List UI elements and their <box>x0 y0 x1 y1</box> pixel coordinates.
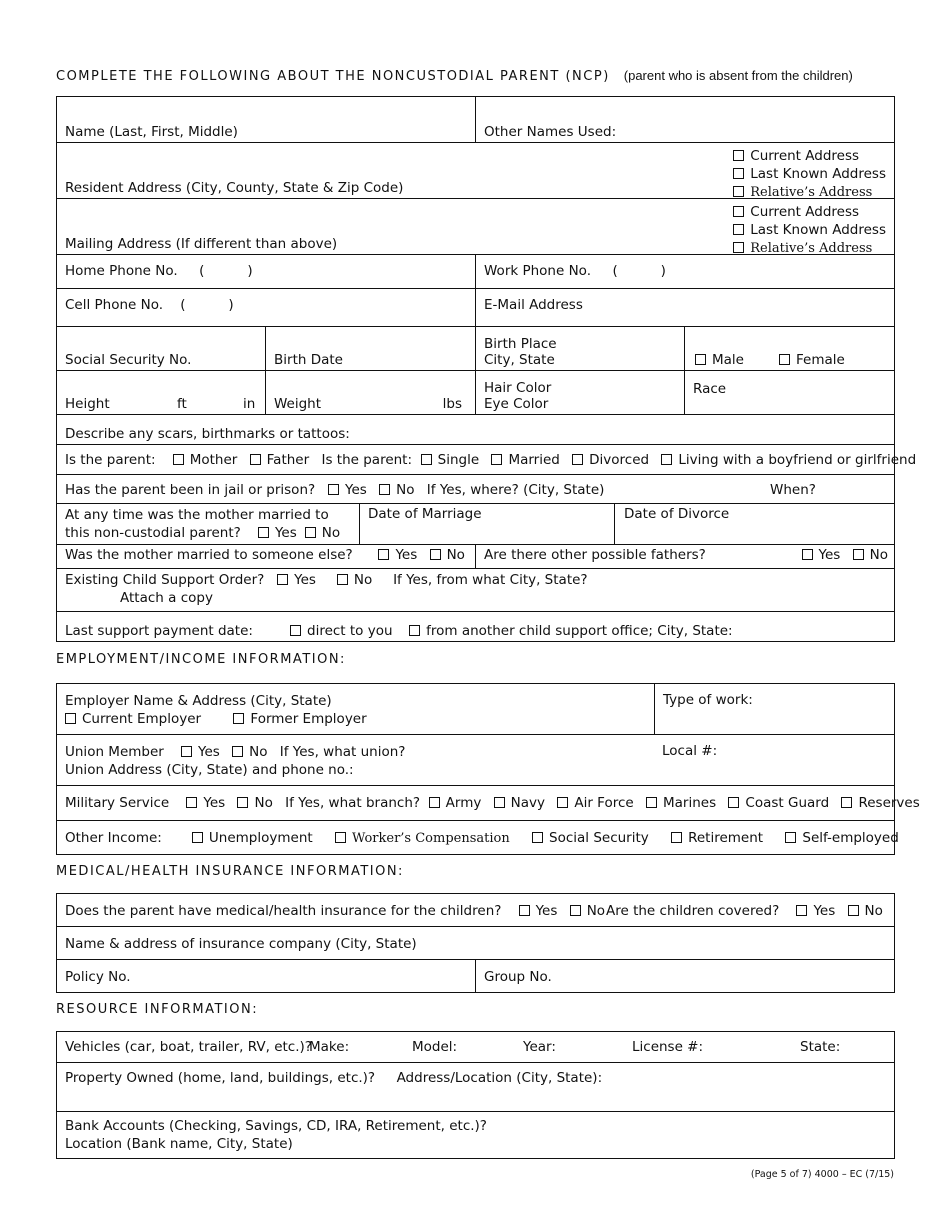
branch-air-force-option[interactable] <box>557 795 633 811</box>
resource-table <box>56 1031 895 1159</box>
option-current-address[interactable] <box>733 203 886 221</box>
checkbox[interactable] <box>557 797 568 808</box>
is-parent-label: Is the parent: <box>65 452 156 468</box>
height-weight-row <box>57 370 894 414</box>
property-row[interactable] <box>57 1062 894 1111</box>
another-office-option[interactable] <box>409 623 732 639</box>
father-label: Father <box>266 452 310 468</box>
option-label: Last Known Address <box>750 166 886 182</box>
option-last-known-address[interactable] <box>733 165 886 183</box>
home-phone-label: Home Phone No. <box>65 263 178 279</box>
bank-row[interactable] <box>57 1111 894 1158</box>
checkbox[interactable] <box>233 713 244 724</box>
covered-line <box>606 903 883 919</box>
date-divorce-cell[interactable] <box>614 504 894 544</box>
hair-color-label: Hair Color <box>484 380 552 396</box>
checkbox[interactable] <box>733 186 744 197</box>
policy-label: Policy No. <box>65 969 131 985</box>
other-names-label: Other Names Used: <box>484 124 617 140</box>
no-label: No <box>249 744 268 760</box>
ssn-label: Social Security No. <box>65 352 192 368</box>
name-label: Name (Last, First, Middle) <box>65 124 238 140</box>
branch-label: Marines <box>662 795 717 811</box>
employer-field[interactable] <box>65 692 375 728</box>
parent-status-line <box>65 452 916 468</box>
type-of-work-cell[interactable] <box>654 684 894 734</box>
covered-label: Are the children covered? <box>606 903 780 919</box>
income-self-employed-option[interactable] <box>785 830 898 846</box>
branch-army-option[interactable] <box>429 795 482 811</box>
branch-label: Navy <box>510 795 546 811</box>
living-with-option[interactable] <box>661 452 916 468</box>
income-social-security-option[interactable] <box>532 830 649 846</box>
checkbox[interactable] <box>661 454 672 465</box>
birth-date-cell[interactable] <box>265 327 476 370</box>
single-label: Single <box>437 452 480 468</box>
insurance-no-option[interactable] <box>570 903 605 919</box>
branch-label: Coast Guard <box>745 795 830 811</box>
checkbox[interactable] <box>532 832 543 843</box>
birth-place-cell[interactable] <box>475 327 685 370</box>
checkbox[interactable] <box>570 905 581 916</box>
covered-no-option[interactable] <box>848 903 883 919</box>
checkbox[interactable] <box>695 354 706 365</box>
yes-label: Yes <box>818 547 841 563</box>
checkbox[interactable] <box>733 224 744 235</box>
insurance-row <box>57 894 894 926</box>
medical-table <box>56 893 895 993</box>
branch-navy-option[interactable] <box>494 795 545 811</box>
branch-reserves-option[interactable] <box>841 795 919 811</box>
checkbox[interactable] <box>232 746 243 757</box>
state-label: State: <box>800 1039 841 1055</box>
date-marriage-label: Date of Marriage <box>368 506 482 522</box>
female-option[interactable] <box>779 352 845 368</box>
direct-label: direct to you <box>307 623 393 639</box>
covered-yes-option[interactable] <box>796 903 835 919</box>
other-fathers-options <box>802 547 888 563</box>
property-line <box>65 1070 602 1086</box>
vehicles-row[interactable] <box>57 1032 894 1062</box>
checkbox[interactable] <box>305 527 316 538</box>
policy-group-row <box>57 959 894 992</box>
jail-line <box>65 482 604 498</box>
date-marriage-cell[interactable] <box>359 504 615 544</box>
checkbox[interactable] <box>646 797 657 808</box>
name-row <box>57 97 894 142</box>
local-label: Local #: <box>662 743 718 759</box>
checkbox[interactable] <box>779 354 790 365</box>
other-income-label: Other Income: <box>65 830 162 846</box>
checkbox[interactable] <box>733 242 744 253</box>
option-last-known-address[interactable] <box>733 221 886 239</box>
mother-married-else-line <box>65 547 473 563</box>
page-footer: (Page 5 of 7) 4000 – EC (7/15) <box>750 1169 894 1180</box>
other-fathers-no-option[interactable] <box>853 547 888 563</box>
option-label: Relative’s Address <box>750 241 873 256</box>
license-label: License #: <box>632 1039 704 1055</box>
checkbox[interactable] <box>337 574 348 585</box>
option-label: Current Address <box>750 148 860 164</box>
scars-row[interactable] <box>57 414 894 444</box>
hair-eye-label <box>484 380 551 412</box>
model-label: Model: <box>412 1039 458 1055</box>
phone-row <box>57 254 894 288</box>
yes-label: Yes <box>395 547 418 563</box>
checkbox[interactable] <box>409 625 420 636</box>
yes-label: Yes <box>274 525 297 541</box>
mother-married-row <box>57 503 894 544</box>
current-employer-label: Current Employer <box>82 711 202 727</box>
yes-label: Yes <box>345 482 367 498</box>
resource-section-title: RESOURCE INFORMATION: <box>56 1002 259 1017</box>
checkbox[interactable] <box>379 484 390 495</box>
union-which-label: If Yes, what union? <box>279 744 406 760</box>
is-parent-label-2: Is the parent: <box>321 452 413 468</box>
no-label: No <box>353 572 373 588</box>
phone-parens: ( ) <box>180 297 234 313</box>
current-employer-option[interactable] <box>65 711 201 727</box>
checkbox[interactable] <box>733 168 744 179</box>
resident-address-label: Resident Address (City, County, State & Zip Code) <box>65 180 404 196</box>
jail-label: Has the parent been in jail or prison? <box>65 482 316 498</box>
other-fathers-cell <box>475 545 894 568</box>
make-label: Make: <box>309 1039 350 1055</box>
other-fathers-yes-option[interactable] <box>802 547 841 563</box>
checkbox[interactable] <box>186 797 197 808</box>
jail-yes-option[interactable] <box>328 482 367 498</box>
no-label: No <box>869 547 888 563</box>
checkbox[interactable] <box>237 797 248 808</box>
property-location-label: Address/Location (City, State): <box>396 1070 603 1086</box>
employer-label: Employer Name & Address (City, State) <box>65 693 332 709</box>
income-label: Retirement <box>688 830 764 846</box>
yes-label: Yes <box>535 903 558 919</box>
support-no-option[interactable] <box>337 572 372 588</box>
checkbox[interactable] <box>258 527 269 538</box>
male-option[interactable] <box>695 352 744 368</box>
living-label: Living with a boyfriend or girlfriend <box>678 452 917 468</box>
lbs-label: lbs <box>442 396 462 412</box>
income-retirement-option[interactable] <box>671 830 763 846</box>
last-payment-options <box>290 623 741 639</box>
military-yes-option[interactable] <box>186 795 225 811</box>
checkbox[interactable] <box>491 454 502 465</box>
insurance-yes-option[interactable] <box>519 903 558 919</box>
birth-place-line1: Birth Place <box>484 336 557 352</box>
birth-date-label: Birth Date <box>274 352 343 368</box>
mother-married-else-label: Was the mother married to someone else? <box>65 547 353 563</box>
no-label: No <box>321 525 341 541</box>
attach-copy-label: Attach a copy <box>120 590 213 606</box>
mother-option[interactable] <box>173 452 238 468</box>
mother-married-line2: this non-custodial parent? <box>65 525 241 541</box>
military-no-option[interactable] <box>237 795 272 811</box>
group-cell[interactable] <box>475 960 894 992</box>
divorced-option[interactable] <box>572 452 649 468</box>
mailing-address-options <box>733 203 886 258</box>
email-cell[interactable] <box>475 289 894 326</box>
union-row <box>57 734 894 785</box>
no-label: No <box>586 903 606 919</box>
other-fathers-label: Are there other possible fathers? <box>484 547 706 563</box>
checkbox[interactable] <box>290 625 301 636</box>
union-yes-option[interactable] <box>181 744 220 760</box>
male-label: Male <box>712 352 744 368</box>
branch-label: Reserves <box>858 795 920 811</box>
ncp-subtitle: (parent who is absent from the children) <box>623 68 853 83</box>
checkbox[interactable] <box>733 206 744 217</box>
checkbox[interactable] <box>853 549 864 560</box>
no-label: No <box>254 795 273 811</box>
married-label: Married <box>508 452 560 468</box>
checkbox[interactable] <box>421 454 432 465</box>
employment-table <box>56 683 920 855</box>
weight-label: Weight <box>274 396 322 412</box>
single-option[interactable] <box>421 452 480 468</box>
cell-phone-field[interactable] <box>65 297 234 313</box>
group-label: Group No. <box>484 969 552 985</box>
option-label: Current Address <box>750 204 860 220</box>
bank-field <box>65 1117 487 1153</box>
year-label: Year: <box>523 1039 556 1055</box>
ncp-title-text: COMPLETE THE FOLLOWING ABOUT THE NONCUSTODIAL PARENT (NCP) <box>56 69 610 84</box>
jail-where-label: If Yes, where? (City, State) <box>426 482 605 498</box>
married-else-no-option[interactable] <box>430 547 465 563</box>
checkbox[interactable] <box>671 832 682 843</box>
sex-cell <box>684 327 894 370</box>
mother-label: Mother <box>189 452 238 468</box>
in-label: in <box>243 396 256 412</box>
resident-address-options <box>733 147 886 202</box>
birth-place-label <box>484 336 557 368</box>
checkbox[interactable] <box>328 484 339 495</box>
phone-parens: ( ) <box>199 263 253 279</box>
income-label: Worker’s Compensation <box>351 831 510 846</box>
married-else-yes-option[interactable] <box>378 547 417 563</box>
support-order-row <box>57 568 894 611</box>
other-names-cell[interactable] <box>475 97 894 142</box>
insurance-label: Does the parent have medical/health insurance for the children? <box>65 903 502 919</box>
income-workers-comp-option[interactable] <box>335 830 510 846</box>
checkbox[interactable] <box>378 549 389 560</box>
married-option[interactable] <box>491 452 559 468</box>
no-label: No <box>446 547 465 563</box>
no-label: No <box>396 482 415 498</box>
income-label: Self-employed <box>802 830 899 846</box>
insurance-company-label: Name & address of insurance company (City, State) <box>65 936 417 952</box>
employment-section-title: EMPLOYMENT/INCOME INFORMATION: <box>56 652 346 667</box>
branch-label: Army <box>445 795 482 811</box>
checkbox[interactable] <box>173 454 184 465</box>
birth-place-line2: City, State <box>484 352 555 368</box>
weight-cell[interactable] <box>265 371 476 414</box>
union-address-label: Union Address (City, State) and phone no.: <box>65 762 354 778</box>
checkbox[interactable] <box>848 905 859 916</box>
bank-label: Bank Accounts (Checking, Savings, CD, IRA, Retirement, etc.)? <box>65 1118 487 1134</box>
female-label: Female <box>796 352 845 368</box>
parent-status-row <box>57 444 917 474</box>
date-divorce-label: Date of Divorce <box>624 506 730 522</box>
cell-phone-label: Cell Phone No. <box>65 297 164 313</box>
checkbox[interactable] <box>250 454 261 465</box>
property-label: Property Owned (home, land, buildings, etc.)? <box>65 1070 376 1086</box>
checkbox[interactable] <box>192 832 203 843</box>
mother-married-question <box>65 506 348 542</box>
mailing-address-label: Mailing Address (If different than above) <box>65 236 338 252</box>
income-unemployment-option[interactable] <box>192 830 313 846</box>
hair-eye-cell[interactable] <box>475 371 685 414</box>
ncp-table <box>56 96 917 642</box>
checkbox[interactable] <box>802 549 813 560</box>
ncp-section-title <box>56 68 853 84</box>
eye-color-label: Eye Color <box>484 396 549 412</box>
work-phone-label: Work Phone No. <box>484 263 591 279</box>
yes-label: Yes <box>813 903 836 919</box>
last-payment-label: Last support payment date: <box>65 623 253 639</box>
race-cell[interactable] <box>684 371 894 414</box>
income-label: Unemployment <box>208 830 313 846</box>
mother-married-yes-option[interactable] <box>258 525 297 541</box>
resident-address-row[interactable] <box>57 142 894 198</box>
medical-section-title: MEDICAL/HEALTH INSURANCE INFORMATION: <box>56 864 404 879</box>
checkbox[interactable] <box>430 549 441 560</box>
vehicles-label: Vehicles (car, boat, trailer, RV, etc.)? <box>65 1039 312 1055</box>
branch-label: Air Force <box>574 795 634 811</box>
jail-no-option[interactable] <box>379 482 414 498</box>
yes-label: Yes <box>203 795 226 811</box>
jail-row <box>57 474 894 503</box>
union-field <box>65 743 405 779</box>
email-label: E-Mail Address <box>484 297 583 313</box>
checkbox[interactable] <box>572 454 583 465</box>
father-option[interactable] <box>250 452 310 468</box>
mother-married-line1: At any time was the mother married to <box>65 507 329 523</box>
other-income-row <box>57 820 899 854</box>
another-office-label: from another child support office; City, State: <box>426 623 733 639</box>
checkbox[interactable] <box>65 713 76 724</box>
checkbox[interactable] <box>733 150 744 161</box>
former-employer-option[interactable] <box>233 711 366 727</box>
yes-label: Yes <box>294 572 316 588</box>
cell-email-row <box>57 288 894 326</box>
home-phone-field[interactable] <box>65 263 253 279</box>
yes-label: Yes <box>198 744 220 760</box>
union-no-option[interactable] <box>232 744 267 760</box>
option-label: Last Known Address <box>750 222 886 238</box>
checkbox[interactable] <box>796 905 807 916</box>
insurance-line <box>65 903 613 919</box>
height-label: Height <box>65 396 110 412</box>
branch-marines-option[interactable] <box>646 795 716 811</box>
union-member-label: Union Member <box>65 744 164 760</box>
military-line <box>65 795 920 811</box>
work-phone-cell[interactable] <box>475 255 894 288</box>
checkbox[interactable] <box>181 746 192 757</box>
checkbox[interactable] <box>519 905 530 916</box>
support-yes-option[interactable] <box>277 572 316 588</box>
last-payment-row <box>57 611 894 641</box>
support-order-label: Existing Child Support Order? <box>65 572 265 588</box>
income-label: Social Security <box>549 830 649 846</box>
mailing-address-row[interactable] <box>57 198 894 254</box>
support-where-label: If Yes, from what City, State? <box>393 572 588 588</box>
branch-label: If Yes, what branch? <box>285 795 421 811</box>
checkbox[interactable] <box>785 832 796 843</box>
when-label: When? <box>770 482 816 498</box>
divorced-label: Divorced <box>589 452 650 468</box>
ssn-birth-row <box>57 326 894 370</box>
checkbox[interactable] <box>277 574 288 585</box>
phone-parens: ( ) <box>612 263 666 279</box>
race-label: Race <box>693 381 727 397</box>
ft-label: ft <box>177 396 187 412</box>
military-row <box>57 785 920 820</box>
checkbox[interactable] <box>841 797 852 808</box>
option-label: Relative’s Address <box>750 185 873 200</box>
direct-option[interactable] <box>290 623 393 639</box>
former-employer-label: Former Employer <box>250 711 367 727</box>
checkbox[interactable] <box>494 797 505 808</box>
insurance-company-row[interactable] <box>57 926 894 959</box>
branch-coast-guard-option[interactable] <box>728 795 829 811</box>
mother-married-else-row <box>57 544 894 568</box>
checkbox[interactable] <box>728 797 739 808</box>
type-of-work-label: Type of work: <box>663 692 753 708</box>
bank-location-label: Location (Bank name, City, State) <box>65 1136 293 1152</box>
checkbox[interactable] <box>335 832 346 843</box>
other-income-line <box>65 830 899 846</box>
checkbox[interactable] <box>429 797 440 808</box>
mother-married-no-option[interactable] <box>305 525 340 541</box>
option-current-address[interactable] <box>733 147 886 165</box>
scars-label: Describe any scars, birthmarks or tattoos: <box>65 426 350 442</box>
employer-row <box>57 684 894 734</box>
support-order-question <box>65 571 588 607</box>
no-label: No <box>864 903 883 919</box>
military-label: Military Service <box>65 795 170 811</box>
